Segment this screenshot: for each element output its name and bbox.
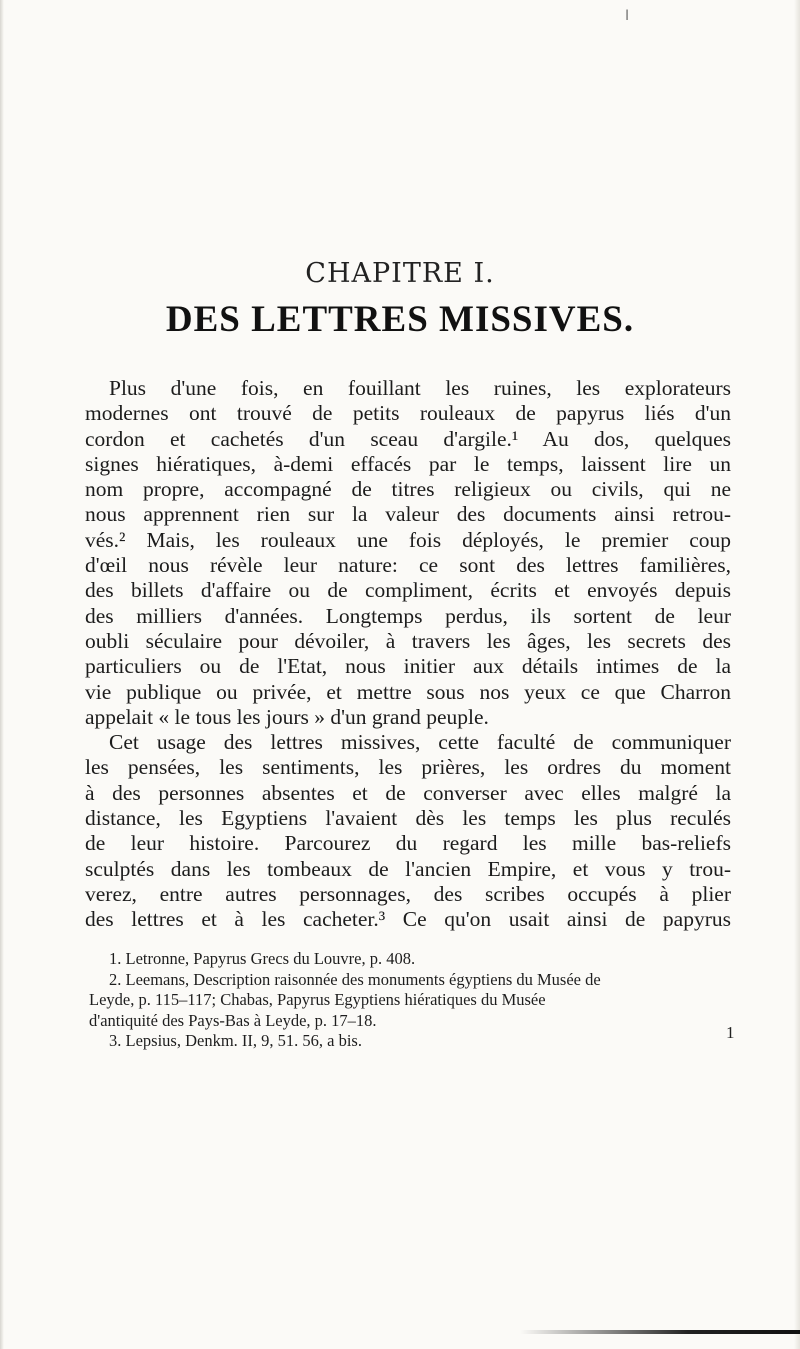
signature-mark: 1	[726, 1023, 735, 1042]
footnote-line: 1. Letronne, Papyrus Grecs du Louvre, p. 408.	[109, 949, 416, 968]
page-edge-left	[0, 0, 4, 1349]
body-line: de leur histoire. Parcourez du regard les mille bas-reliefs	[85, 831, 731, 856]
body-line: modernes ont trouvé de petits rouleaux de papyrus liés d'un	[85, 401, 731, 426]
body-line: d'œil nous révèle leur nature: ce sont des lettres familières,	[85, 553, 731, 578]
body-line: des lettres et à les cacheter.³ Ce qu'on usait ainsi de papyrus	[85, 907, 731, 932]
top-margin-mark: I	[625, 8, 630, 24]
body-line: oubli séculaire pour dévoiler, à travers les âges, les secrets des	[85, 628, 731, 653]
body-line: nous apprennent rien sur la valeur des documents ainsi retrou-	[85, 502, 731, 527]
body-line: nom propre, accompagné de titres religieux ou civils, qui ne	[85, 477, 731, 502]
footnote-line: 3. Lepsius, Denkm. II, 9, 51. 56, a bis.	[109, 1031, 362, 1050]
body-line: des milliers d'années. Longtemps perdus, ils sortent de leur	[85, 603, 731, 628]
page-corner-shadow	[520, 1330, 800, 1334]
body-line: appelait « le tous les jours » d'un grand peuple.	[85, 704, 489, 729]
body-line: vie publique ou privée, et mettre sous nos yeux ce que Charron	[85, 679, 731, 704]
footnote-line: 2. Leemans, Description raisonnée des monuments égyptiens du Musée de	[109, 969, 601, 989]
body-line: les pensées, les sentiments, les prières, les ordres du moment	[85, 755, 731, 780]
body-line: signes hiératiques, à-demi effacés par le temps, laissent lire un	[85, 451, 731, 476]
body-line: sculptés dans les tombeaux de l'ancien Empire, et vous y trou-	[85, 856, 731, 881]
body-line: verez, entre autres personnages, des scribes occupés à plier	[85, 881, 731, 906]
chapter-title: DES LETTRES MISSIVES.	[165, 299, 635, 340]
body-line: à des personnes absentes et de converser avec elles malgré la	[85, 780, 731, 805]
body-line: Plus d'une fois, en fouillant les ruines, les explorateurs	[109, 376, 731, 400]
body-line: particuliers ou de l'Etat, nous initier aux détails intimes de la	[85, 654, 731, 679]
chapter-heading: CHAPITRE I.	[305, 258, 495, 289]
body-line: distance, les Egyptiens l'avaient dès les temps les plus reculés	[85, 806, 731, 831]
body-line: des billets d'affaire ou de compliment, écrits et envoyés depuis	[85, 578, 731, 603]
body-line: cordon et cachetés d'un sceau d'argile.¹ Au dos, quelques	[85, 426, 731, 451]
body-text	[85, 376, 731, 933]
footnote-line: d'antiquité des Pays-Bas à Leyde, p. 17–18.	[89, 1010, 377, 1030]
page-edge-right	[794, 0, 800, 1349]
footnote-line: Leyde, p. 115–117; Chabas, Papyrus Egyptiens hiératiques du Musée	[89, 990, 546, 1009]
footnotes	[89, 949, 729, 1052]
body-line: vés.² Mais, les rouleaux une fois déployés, le premier coup	[85, 527, 731, 552]
body-line: Cet usage des lettres missives, cette faculté de communiquer	[109, 730, 731, 755]
